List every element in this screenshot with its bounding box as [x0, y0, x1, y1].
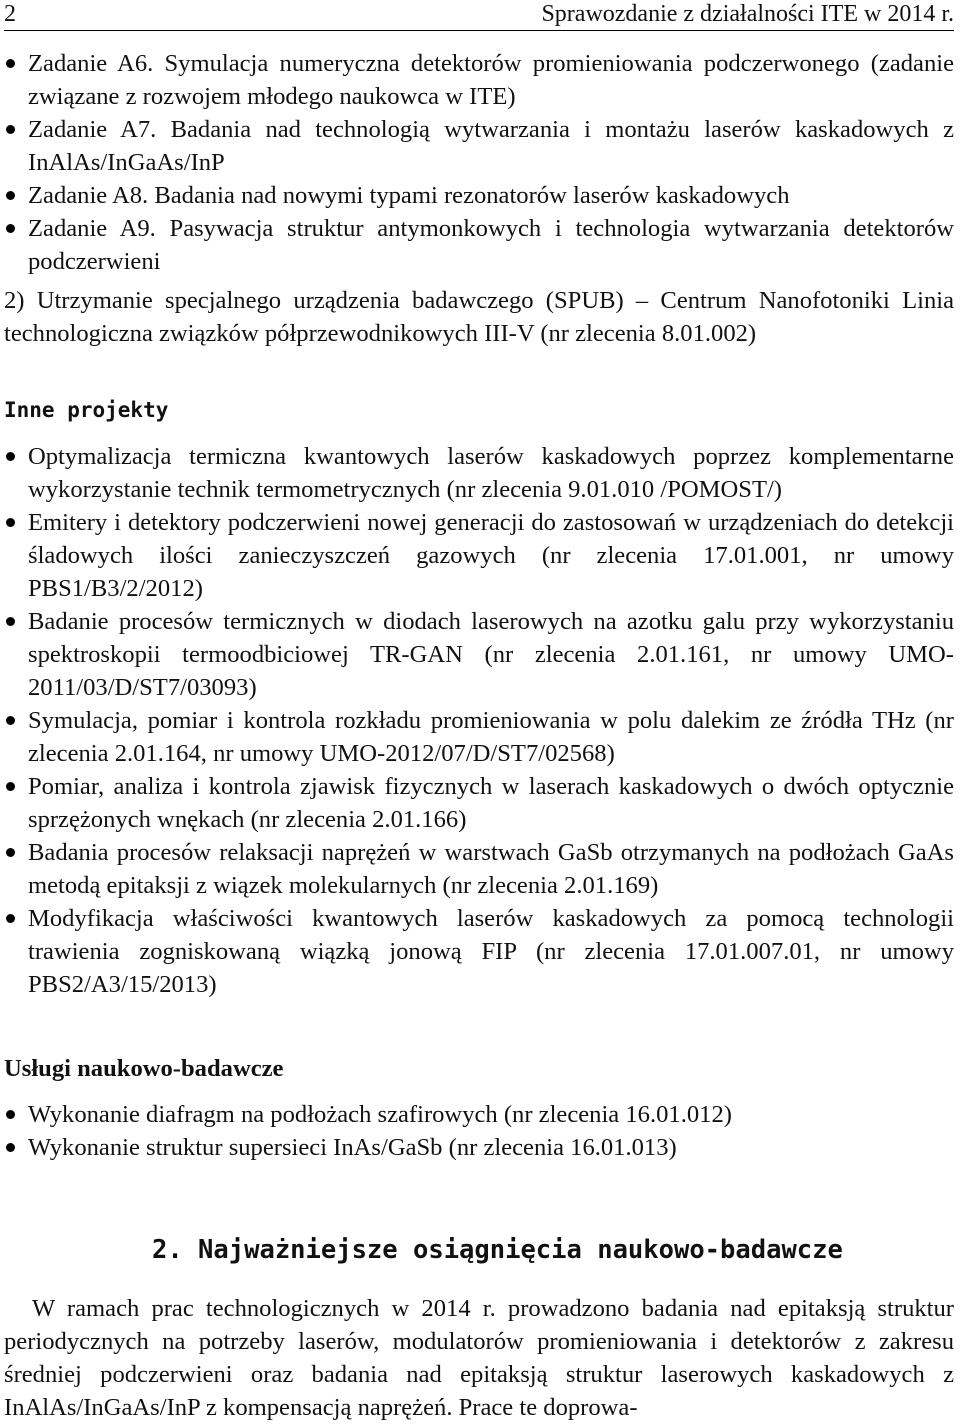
bullet-icon: [6, 1110, 15, 1119]
other-projects-heading: Inne projekty: [4, 398, 169, 422]
list-item: Modyfikacja właściwości kwantowych laserów kaskadowych za pomocą technologii trawienia zogniskowaną wiązką jonową FIP (nr zlecenia 17.01.007.01, nr umowy PBS2/A3/15/2013): [4, 902, 954, 1001]
services-list: [4, 1098, 954, 1164]
page-header: [4, 0, 954, 30]
section-heading: 2. Najważniejsze osiągnięcia naukowo-badawcze: [152, 1235, 843, 1265]
list-item: Pomiar, analiza i kontrola zjawisk fizycznych w laserach kaskadowych o dwóch optycznie sprzężonych wnękach (nr zlecenia 2.01.166): [4, 770, 954, 836]
list-item: Wykonanie struktur supersieci InAs/GaSb (nr zlecenia 16.01.013): [4, 1131, 954, 1164]
list-item: Emitery i detektory podczerwieni nowej generacji do zastosowań w urządzeniach do detekcji śladowych ilości zanieczyszczeń gazowych (nr zlecenia 17.01.001, nr umowy PBS1/B3/2/2012): [4, 506, 954, 605]
list-item: Symulacja, pomiar i kontrola rozkładu promieniowania w polu dalekim ze źródła THz (nr zlecenia 2.01.164, nr umowy UMO-2012/07/D/ST7/02568): [4, 704, 954, 770]
list-item: Zadanie A9. Pasywacja struktur antymonkowych i technologia wytwarzania detektorów podczerwieni: [4, 212, 954, 278]
bullet-icon: [6, 191, 15, 200]
bullet-icon: [6, 848, 15, 857]
list-item: Zadanie A8. Badania nad nowymi typami rezonatorów laserów kaskadowych: [4, 179, 954, 212]
tasks-list: [4, 47, 954, 278]
document-page: [4, 0, 954, 1421]
bullet-icon: [6, 224, 15, 233]
list-item: Wykonanie diafragm na podłożach szafirowych (nr zlecenia 16.01.012): [4, 1098, 954, 1131]
list-item: Badania procesów relaksacji naprężeń w warstwach GaSb otrzymanych na podłożach GaAs metodą epitaksji z wiązek molekularnych (nr zlecenia 2.01.169): [4, 836, 954, 902]
page-number: 2: [4, 1, 16, 27]
header-rule: [4, 30, 954, 31]
list-item: Zadanie A6. Symulacja numeryczna detektorów promieniowania podczerwonego (zadanie związane z rozwojem młodego naukowca w ITE): [4, 47, 954, 113]
bullet-icon: [6, 518, 15, 527]
other-projects-list: [4, 440, 954, 1001]
services-heading: Usługi naukowo-badawcze: [4, 1055, 284, 1082]
bullet-icon: [6, 716, 15, 725]
list-item: Optymalizacja termiczna kwantowych laserów kaskadowych poprzez komplementarne wykorzystanie technik termometrycznych (nr zlecenia 9.01.010 /POMOST/): [4, 440, 954, 506]
bullet-icon: [6, 1143, 15, 1152]
bullet-icon: [6, 452, 15, 461]
section-paragraph: W ramach prac technologicznych w 2014 r. prowadzono badania nad epitaksją struktur periodycznych na potrzeby laserów, modulatorów promieniowania i detektorów z zakresu średniej podczerwieni oraz badania nad epitaksją struktur laserowych kaskadowych z InAlAs/InGaAs/InP z kompensacją naprężeń. Prace te doprowa-: [4, 1295, 954, 1421]
bullet-icon: [6, 782, 15, 791]
bullet-icon: [6, 617, 15, 626]
bullet-icon: [6, 125, 15, 134]
list-item: Badanie procesów termicznych w diodach laserowych na azotku galu przy wykorzystaniu spektroskopii termoodbiciowej TR-GAN (nr zlecenia 2.01.161, nr umowy UMO-2011/03/D/ST7/03093): [4, 605, 954, 704]
bullet-icon: [6, 914, 15, 923]
running-title: Sprawozdanie z działalności ITE w 2014 r.: [541, 1, 954, 27]
spub-paragraph: 2) Utrzymanie specjalnego urządzenia badawczego (SPUB) – Centrum Nanofotoniki Linia technologiczna związków półprzewodnikowych III-V (nr zlecenia 8.01.002): [4, 287, 954, 347]
list-item: Zadanie A7. Badania nad technologią wytwarzania i montażu laserów kaskadowych z InAlAs/InGaAs/InP: [4, 113, 954, 179]
bullet-icon: [6, 59, 15, 68]
